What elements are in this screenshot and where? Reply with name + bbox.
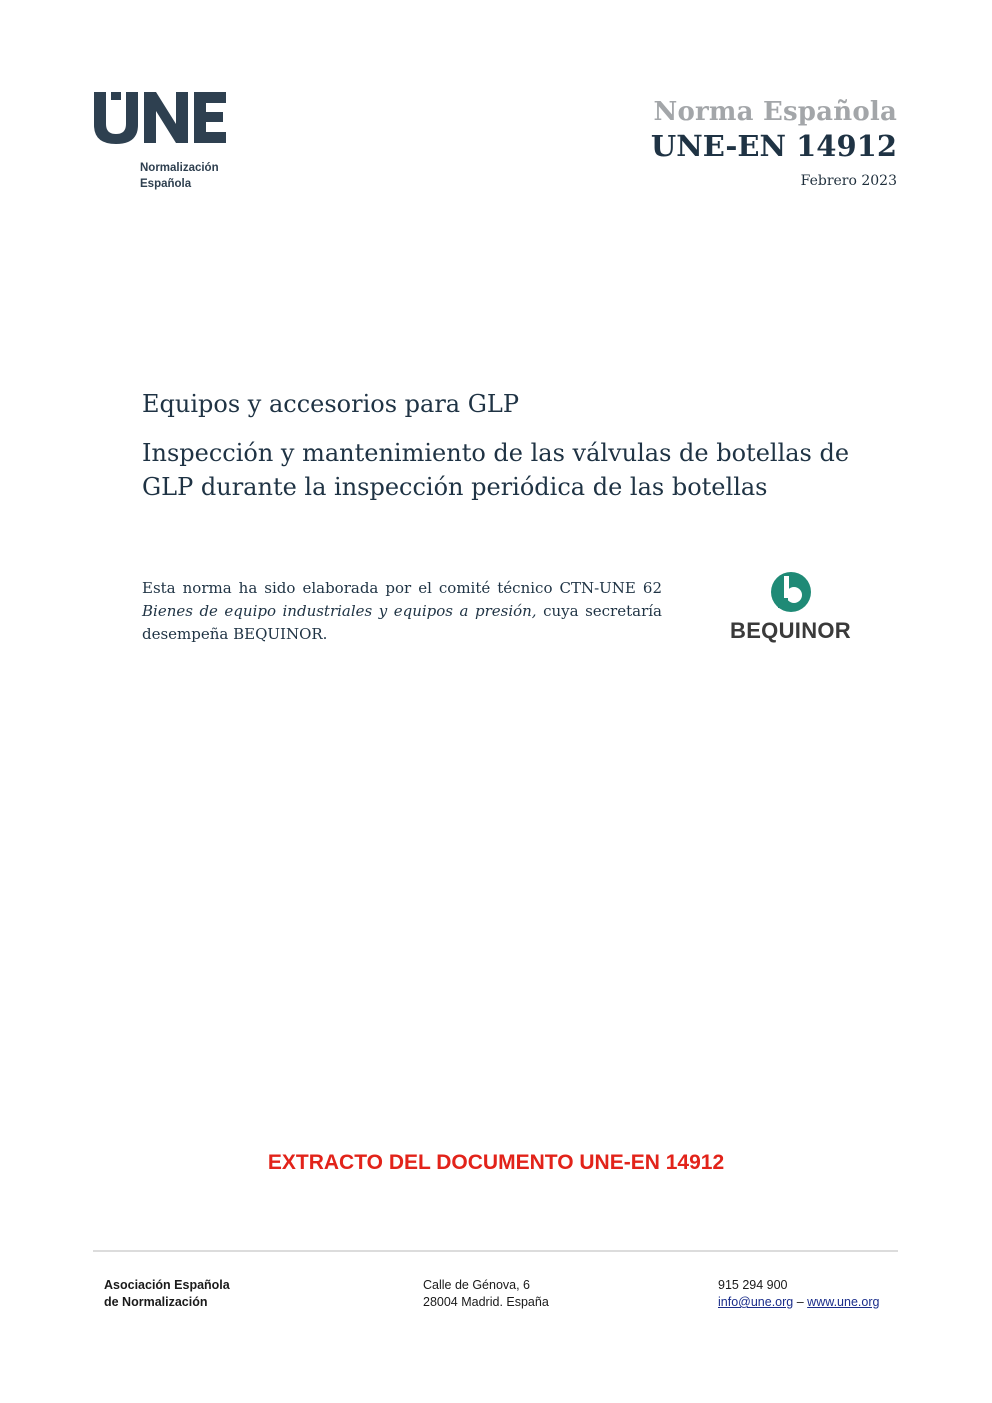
committee-text-after: cuya secretaría desempeña BEQUINOR. (142, 602, 662, 643)
footer-links (718, 1294, 879, 1311)
footer-address-line2: 28004 Madrid. España (423, 1295, 549, 1309)
publication-date: Febrero 2023 (800, 173, 897, 189)
footer-divider (93, 1250, 898, 1252)
standard-header (651, 96, 897, 190)
logo-subtitle-line1: Normalización (140, 162, 219, 174)
standard-code: UNE-EN 14912 (650, 129, 897, 163)
document-subtitle: Inspección y mantenimiento de las válvulas de botellas de GLP durante la inspección periódica de las botellas (142, 439, 850, 501)
footer-address (423, 1277, 549, 1311)
committee-name: Bienes de equipo industriales y equipos a presión, (142, 602, 537, 620)
footer-phone: 915 294 900 (718, 1278, 788, 1292)
document-title: Equipos y accesorios para GLP (142, 390, 520, 418)
footer-contact (718, 1277, 879, 1311)
email-link[interactable]: info@une.org (718, 1295, 794, 1309)
committee-statement (142, 577, 662, 646)
website-link[interactable]: www.une.org (807, 1295, 880, 1309)
logo-subtitle-line2: Española (140, 178, 192, 190)
bequinor-logo (718, 570, 863, 650)
footer-organization (104, 1277, 230, 1311)
committee-text-before: Esta norma ha sido elaborada por el comité técnico CTN-UNE 62 (142, 579, 662, 597)
footer-address-line1: Calle de Génova, 6 (423, 1278, 531, 1292)
footer-separator: – (796, 1295, 804, 1309)
footer-org-line2: de Normalización (104, 1295, 208, 1309)
bequinor-symbol-icon (718, 570, 863, 618)
standard-label: Norma Española (653, 97, 897, 127)
une-wordmark-icon (92, 88, 232, 148)
footer-org-line1: Asociación Española (104, 1278, 230, 1292)
une-logo (92, 88, 242, 198)
bequinor-name: BEQUINOR (730, 618, 851, 643)
extract-notice: EXTRACTO DEL DOCUMENTO UNE-EN 14912 (267, 1151, 725, 1174)
